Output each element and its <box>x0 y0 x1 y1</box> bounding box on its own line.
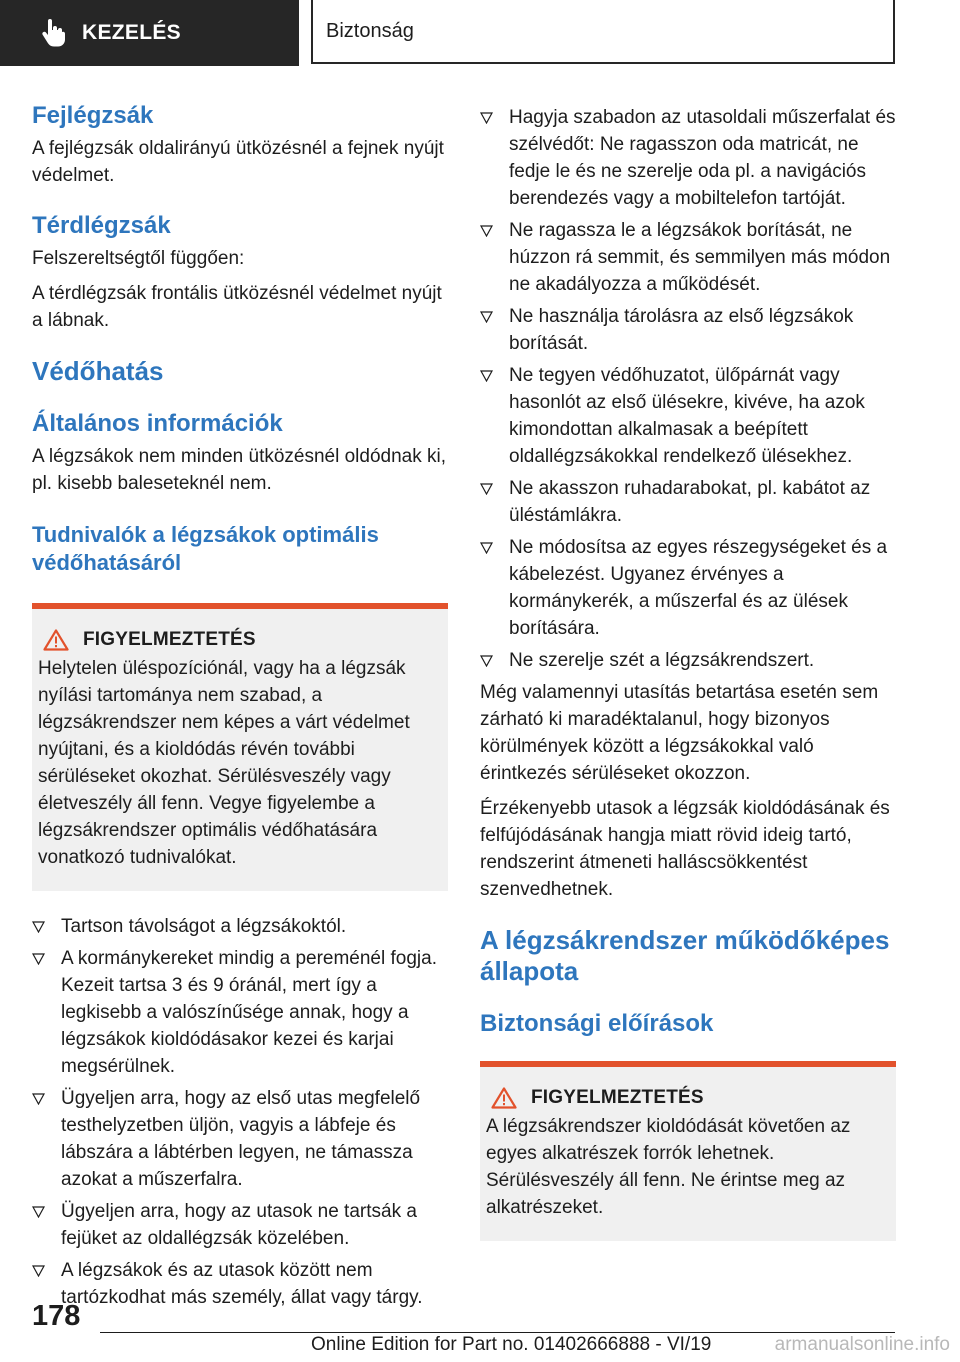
list-item <box>480 362 896 470</box>
site-watermark: armanualsonline.info <box>774 1334 950 1355</box>
list-item-text: Ne akasszon ruhadarabokat, pl. kabátot az üléstámlákra. <box>509 478 871 526</box>
triangle-bullet-icon <box>32 921 45 933</box>
triangle-bullet-icon <box>32 1206 45 1218</box>
warning-text: Helytelen üléspozíciónál, vagy ha a légzsák nyílási tartománya nem szabad, a légzsákrendszer nem képes a várt védelmet nyújtani, és a kioldódás révén további sérüléseket okozhat. Sérülésveszély vagy életveszély áll fenn. Vegye figyelembe a légzsákrendszer optimális védőhatására vonatkozó tudnivalókat. <box>38 658 410 868</box>
safety-bullet-list <box>32 913 448 1311</box>
triangle-bullet-icon <box>480 370 493 382</box>
triangle-bullet-icon <box>32 1265 45 1277</box>
triangle-bullet-icon <box>480 311 493 323</box>
paragraph-knee-airbag: A térdlégzsák frontális ütközésnél védelmet nyújt a lábnak. <box>32 283 442 331</box>
triangle-bullet-icon <box>480 112 493 124</box>
heading-head-airbag: Fejlégzsák <box>32 102 154 129</box>
list-item <box>480 647 896 674</box>
list-item <box>480 303 896 357</box>
warning-triangle-icon <box>43 629 69 651</box>
list-item <box>480 217 896 298</box>
list-item-text: Ne módosítsa az egyes részegységeket és a kábelezést. Ugyanez érvényes a kormánykerék, a műszerfal és az ülések borítására. <box>509 537 888 639</box>
list-item-text: Hagyja szabadon az utasoldali műszerfalat és szélvédőt: Ne ragasszon oda matricát, ne fedje le és ne szerelje oda pl. a navigációs berendezés vagy a mobiltelefon tartóját. <box>509 107 896 209</box>
page-header <box>0 0 960 66</box>
section-label: Biztonság <box>326 19 414 42</box>
page-number: 178 <box>32 1300 81 1332</box>
triangle-bullet-icon <box>32 953 45 965</box>
heading-airbag-notes: Tudnivalók a légzsákok optimális védőhatásáról <box>32 522 379 575</box>
list-item <box>480 534 896 642</box>
list-item <box>32 913 448 940</box>
list-item-text: Tartson távolságot a légzsákoktól. <box>61 916 347 937</box>
list-item-text: A kormánykereket mindig a pereménél fogja. Kezeit tartsa 3 és 9 óránál, mert így a legkisebb a valószínűsége annak, hogy a légzsákok kioldódásakor kezei és karjai megsérülnek. <box>61 948 437 1077</box>
triangle-bullet-icon <box>480 655 493 667</box>
heading-knee-airbag: Térdlégzsák <box>32 212 171 239</box>
warning-triangle-icon <box>491 1087 517 1109</box>
footer-divider <box>100 1332 895 1333</box>
list-item-text: Ügyeljen arra, hogy az utasok ne tartsák a fejüket az oldallégzsák közelében. <box>61 1201 417 1249</box>
page-footer <box>0 1290 960 1362</box>
paragraph-knee-equipment: Felszereltségtől függően: <box>32 248 245 269</box>
list-item <box>32 1198 448 1252</box>
warning-title: FIGYELMEZTETÉS <box>83 629 256 650</box>
triangle-bullet-icon <box>32 1093 45 1105</box>
list-item <box>480 475 896 529</box>
left-column <box>32 98 448 1316</box>
warning-box-operational <box>480 1061 896 1241</box>
edition-note: Online Edition for Part no. 01402666888 - VI/19 <box>311 1334 712 1355</box>
list-item <box>480 104 896 212</box>
warning-text: A légzsákrendszer kioldódását követően az egyes alkatrészek forrók lehetnek. Sérülésveszély áll fenn. Ne érintse meg az alkatrészeket. <box>486 1116 851 1218</box>
warning-box <box>32 603 448 891</box>
heading-safety-rules: Biztonsági előírások <box>480 1010 714 1037</box>
hand-pointer-icon <box>40 19 66 47</box>
list-item <box>32 1085 448 1193</box>
heading-operational-state: A légzsákrendszer működőképes állapota <box>480 925 890 986</box>
list-item-text: Ne ragassza le a légzsákok borítását, ne húzzon rá semmit, és semmilyen más módon ne akadályozza a működését. <box>509 220 891 295</box>
list-item-text: Ügyeljen arra, hogy az első utas megfelelő testhelyzetben üljön, vagyis a lábfeje és lábszára a lábtérben legyen, ne támassza azokat a műszerfalra. <box>61 1088 421 1190</box>
chapter-tab <box>0 0 299 66</box>
right-column <box>480 104 896 1241</box>
chapter-label: KEZELÉS <box>82 21 181 44</box>
triangle-bullet-icon <box>480 483 493 495</box>
list-item-text: A légzsákok és az utasok között nem tartózkodhat más személy, állat vagy tárgy. <box>61 1260 423 1308</box>
list-item-text: Ne szerelje szét a légzsákrendszert. <box>509 650 815 671</box>
heading-protection: Védőhatás <box>32 356 164 386</box>
warning-header <box>38 629 442 651</box>
paragraph-head-airbag: A fejlégzsák oldalirányú ütközésnél a fejnek nyújt védelmet. <box>32 138 444 186</box>
heading-general-info: Általános információk <box>32 410 283 437</box>
paragraph-general-info: A légzsákok nem minden ütközésnél oldódnak ki, pl. kisebb baleseteknél nem. <box>32 446 447 494</box>
warning-header <box>486 1087 890 1109</box>
section-tab <box>311 0 895 64</box>
list-item <box>32 945 448 1080</box>
triangle-bullet-icon <box>480 542 493 554</box>
list-item-text: Ne tegyen védőhuzatot, ülőpárnát vagy hasonlót az első ülésekre, kivéve, ha azok kimondottan alkalmasak a beépített oldallégzsákokkal rendelkező ülésekhez. <box>509 365 865 467</box>
safety-bullet-list-continued <box>480 104 896 674</box>
paragraph-hearing: Érzékenyebb utasok a légzsák kioldódásának és felfújódásának hangja miatt rövid ideig tartó, rendszerint átmeneti halláscsökkentést szenvedhetnek. <box>480 798 890 900</box>
list-item-text: Ne használja tárolásra az első légzsákok borítását. <box>509 306 854 354</box>
triangle-bullet-icon <box>480 225 493 237</box>
paragraph-residual-risk: Még valamennyi utasítás betartása esetén sem zárható ki maradéktalanul, hogy bizonyos körülmények között a légzsákokkal való érintkezés sérüléseket okozzon. <box>480 682 879 784</box>
warning-title: FIGYELMEZTETÉS <box>531 1087 704 1108</box>
